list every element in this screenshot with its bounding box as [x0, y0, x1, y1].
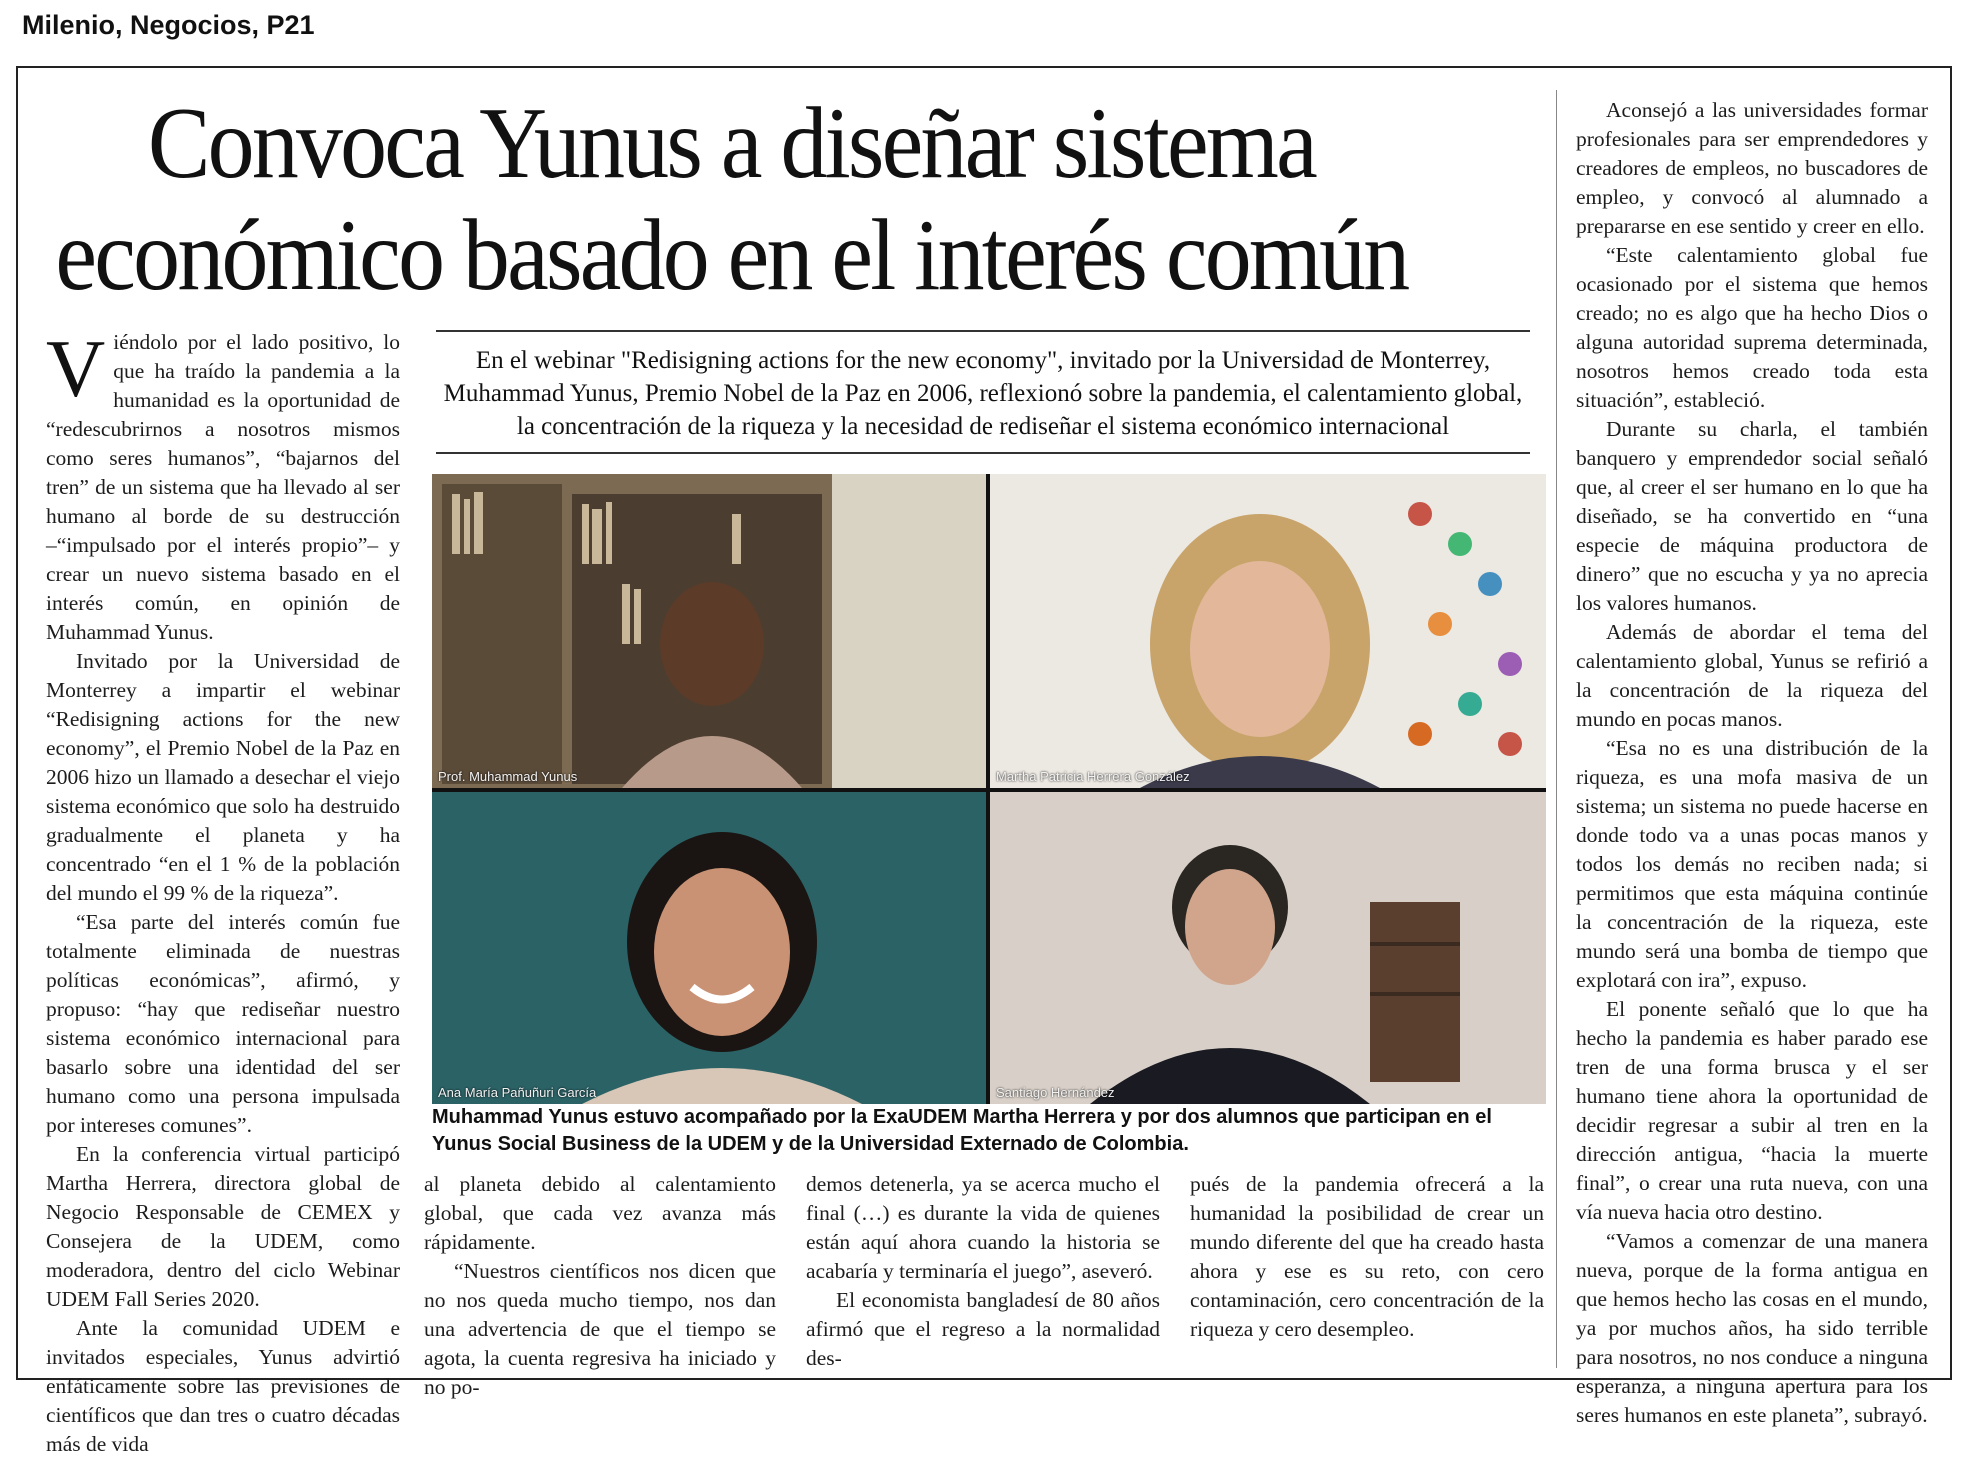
photo-panel-yunus: [432, 474, 986, 788]
participant-2-illustration: [990, 474, 1546, 788]
lower-col2-paragraph-2: El economista bangladesí de 80 años afirmó que el regreso a la normalidad des-: [806, 1288, 1160, 1370]
participant-4-illustration: [990, 792, 1546, 1104]
lower-column-1: [424, 1170, 776, 1402]
left-column: [46, 323, 400, 1459]
participant-name-3: Ana María Pañuñuri García: [438, 1085, 597, 1100]
left-paragraph-3: “Esa parte del interés común fue totalmente eliminada de nuestras políticas económicas”, afirmó, y propuso: “hay que rediseñar nuestro sistema económico internacional para basarlo sobre una identidad del ser humano como una persona impulsada por intereses comunes”.: [46, 910, 400, 1137]
videoconference-photo: [432, 474, 1546, 1104]
left-paragraph-1-text: iéndolo por el lado positivo, lo que ha traído la pandemia a la humanidad es la oportunidad de “redescubrirnos a nosotros mismos como seres humanos”, “bajarnos del tren” de un sistema que ha llevado al ser humano al borde de su destrucción –“impulsado por el interés propio”– y crear un nuevo sistema basado en el interés común, en opinión de Muhammad Yunus.: [46, 330, 400, 644]
right-paragraph-7: “Vamos a comenzar de una manera nueva, porque de la forma antigua en que hemos hecho las cosas en el mundo, ya por muchos años, ha sido terrible para nosotros, no nos conduce a ninguna esperanza, a ninguna apertura para los seres humanos en este planeta”, subrayó.: [1576, 1229, 1928, 1427]
lower-column-2: [806, 1170, 1160, 1373]
left-paragraph-1: [46, 323, 400, 647]
column-divider: [1556, 90, 1557, 1368]
publication-source: Milenio, Negocios, P21: [22, 10, 315, 40]
participant-name-2: Martha Patricia Herrera González: [996, 769, 1190, 784]
lower-col1-paragraph-2: “Nuestros científicos nos dicen que no nos queda mucho tiempo, nos dan una advertencia de que el tiempo se agota, la cuenta regresiva ha iniciado y no po-: [424, 1259, 776, 1399]
photo-panel-herrera: [990, 474, 1546, 788]
article-subhead: En el webinar "Redisigning actions for the new economy", invitado por la Universidad de Monterrey, Muhammad Yunus, Premio Nobel de la Paz en 2006, reflexionó sobre la pandemia, el calentamiento global, la concentración de la riqueza y la necesidad de rediseñar el sistema económico internacional: [443, 347, 1523, 440]
left-paragraph-4: En la conferencia virtual participó Martha Herrera, directora global de Negocio Responsable de CEMEX y Consejera de la UDEM, como moderadora, dentro del ciclo Webinar UDEM Fall Series 2020.: [46, 1142, 400, 1311]
lower-column-3: [1190, 1170, 1544, 1344]
drop-cap: V: [46, 323, 106, 414]
right-paragraph-6: El ponente señaló que lo que ha hecho la pandemia es haber parado ese tren de una forma brusca y el ser humano tiene ahora la oportunidad de decidir regresar a subir al tren en la dirección antigua, “hacia la muerte final”, o crear una ruta nueva, con una vía nueva hacia otro destino.: [1576, 997, 1928, 1224]
right-paragraph-2: “Este calentamiento global fue ocasionado por el sistema que hemos creado; no es algo que ha hecho Dios o alguna autoridad suprema determinada, nosotros hemos creado toda esta situación”, estableció.: [1576, 243, 1928, 412]
subhead-top-rule: [436, 330, 1530, 332]
bookshelf-illustration: [432, 474, 986, 788]
lower-col3-paragraph-1: pués de la pandemia ofrecerá a la humanidad la posibilidad de crear un mundo diferente del que ha creado hasta ahora y ese es su reto, con cero contaminación, cero concentración de la riqueza y cero desempleo.: [1190, 1172, 1544, 1341]
lower-col1-paragraph-1: al planeta debido al calentamiento global, que cada vez avanza más rápidamente.: [424, 1172, 776, 1254]
participant-name-1: Prof. Muhammad Yunus: [438, 769, 578, 784]
left-paragraph-5: Ante la comunidad UDEM e invitados especiales, Yunus advirtió enfáticamente sobre las previsiones de científicos que dan tres o cuatro décadas más de vida: [46, 1316, 400, 1456]
article-headline: [46, 88, 1417, 312]
photo-panel-panunuri: [432, 792, 986, 1104]
photo-caption: Muhammad Yunus estuvo acompañado por la ExaUDEM Martha Herrera y por dos alumnos que participan en el Yunus Social Business de la UDEM y de la Universidad Externado de Colombia.: [432, 1106, 1492, 1155]
right-paragraph-5: “Esa no es una distribución de la riqueza, es una mofa masiva de un sistema; un sistema no puede hacerse en donde todo va a unas pocas manos y todos los demás no reciben nada; si permitimos que esta máquina continúe la concentración de la riqueza, este mundo será una bomba de tiempo que explotará con ira”, expuso.: [1576, 736, 1928, 992]
right-paragraph-3: Durante su charla, el también banquero y emprendedor social señaló que, al creer el ser humano en lo que ha diseñado, se ha convertido en “una especie de máquina productora de dinero” que no escucha y ya no aprecia los valores humanos.: [1576, 417, 1928, 615]
participant-name-4: Santiago Hernández: [996, 1085, 1115, 1100]
participant-3-illustration: [432, 792, 986, 1104]
right-column: [1576, 96, 1928, 1430]
headline-line-2: económico basado en el interés común: [55, 199, 1408, 312]
lower-col2-paragraph-1: demos detenerla, ya se acerca mucho el final (…) es durante la vida de quienes están aquí ahora cuando la historia se acabaría y terminaría el juego”, aseveró.: [806, 1172, 1160, 1283]
photo-panel-hernandez: [990, 792, 1546, 1104]
headline-line-1: Convoca Yunus a diseñar sistema: [147, 87, 1315, 200]
right-paragraph-1: Aconsejó a las universidades formar profesionales para ser emprendedores y creadores de empleos, no buscadores de empleo, y convocó al alumnado a prepararse en ese sentido y creer en ello.: [1576, 98, 1928, 238]
right-paragraph-4: Además de abordar el tema del calentamiento global, Yunus se refirió a la concentración de la riqueza del mundo en pocas manos.: [1576, 620, 1928, 731]
left-paragraph-2: Invitado por la Universidad de Monterrey a impartir el webinar “Redisigning actions for the new economy”, el Premio Nobel de la Paz en 2006 hizo un llamado a desechar el viejo sistema económico que solo ha destruido gradualmente el planeta y ha concentrado “en el 1 % de la población del mundo el 99 % de la riqueza”.: [46, 649, 400, 905]
subhead-bottom-rule: [436, 452, 1530, 454]
